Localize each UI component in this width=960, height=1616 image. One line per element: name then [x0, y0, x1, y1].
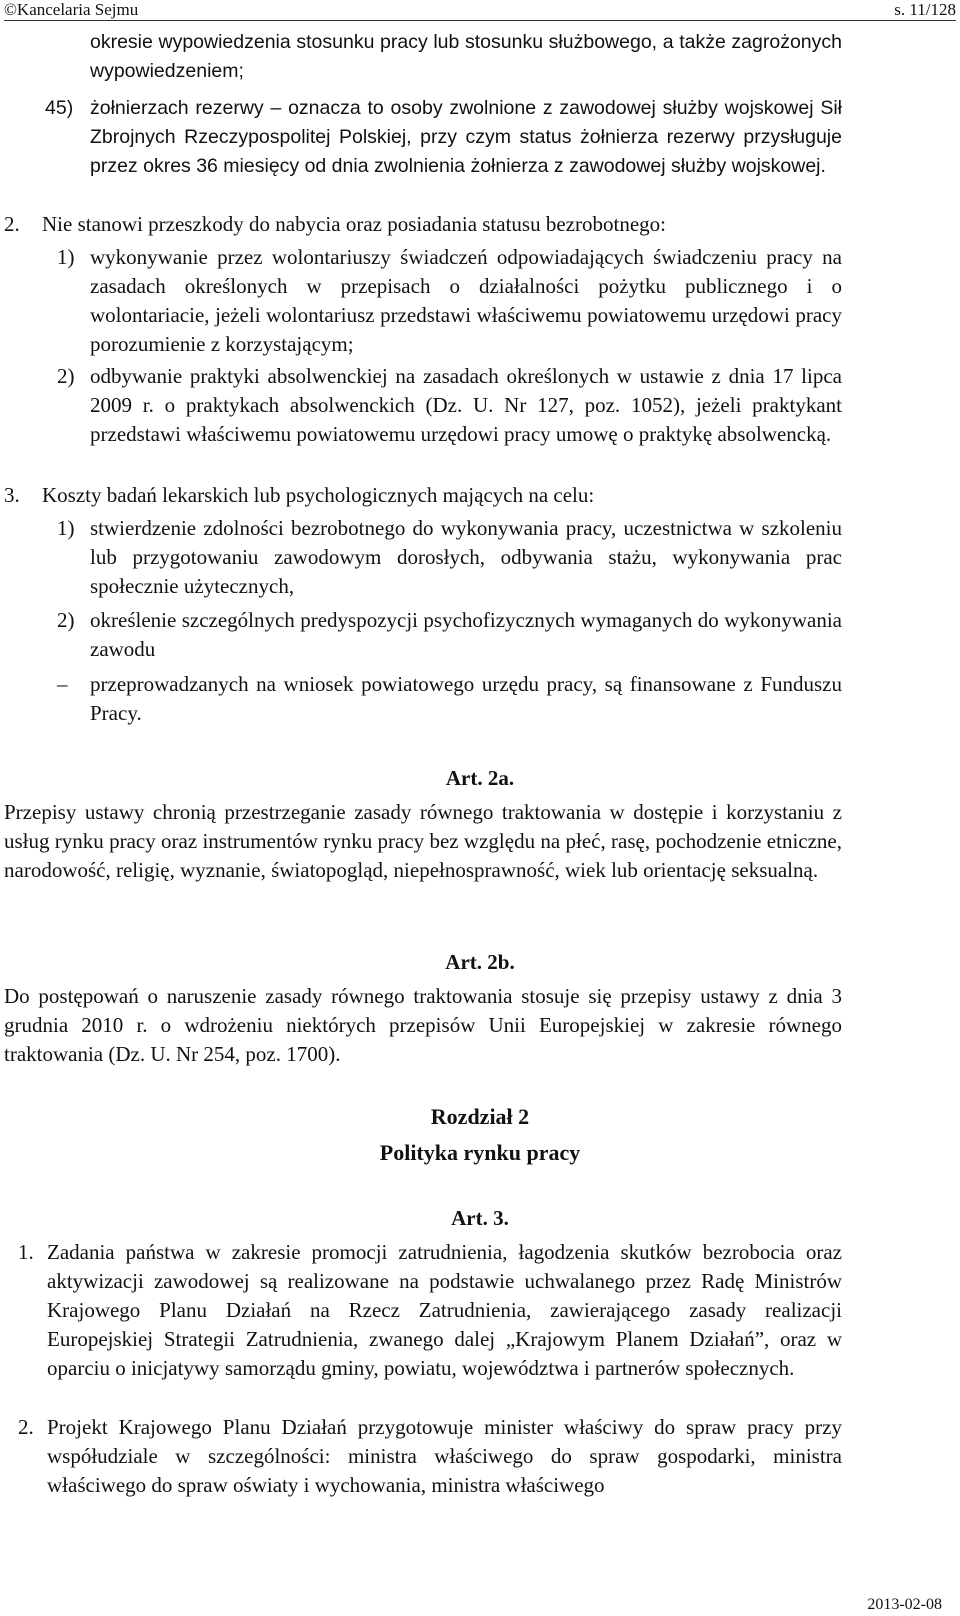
item-45-number: 45) — [45, 97, 74, 119]
art-2a-heading: Art. 2a. — [445, 766, 515, 790]
chapter-number: Rozdział 2 — [430, 1104, 530, 1129]
ust-3-tail-text: przeprowadzanych na wniosek powiatowego urzędu pracy, są finansowane z Funduszu Pracy. — [90, 672, 842, 725]
art-3-ust-1-number: 1. — [18, 1240, 34, 1264]
art-3-ust-1-text: Zadania państwa w zakresie promocji zatrudnienia, łagodzenia skutków bezrobocia oraz aktywizacji zawodowej są realizowane na podstawie uchwalanego przez Radę Ministrów Krajowego Planu Działań na Rzecz Zatrudnienia, zawierającego zasady realizacji Europejskiej Strategii Zatrudnienia, zwanego dalej „Krajowym Planem Działań”, oraz w oparciu o inicjatywy samorządu gminy, powiatu, województwa i partnerów społecznych. — [47, 1240, 842, 1380]
chapter-title: Polityka rynku pracy — [379, 1140, 581, 1165]
ust-2-point-2-number: 2) — [57, 364, 75, 388]
art-2a-text: Przepisy ustawy chronią przestrzeganie zasady równego traktowania w dostępie i korzystaniu z usług rynku pracy oraz instrumentów rynku pracy bez względu na płeć, rasę, pochodzenie etniczne, narodowość, religię, wyznanie, światopogląd, niepełnosprawność, wiek lub orientację seksualną. — [4, 800, 842, 882]
ust-2-point-2-text: odbywanie praktyki absolwenckiej na zasadach określonych w ustawie z dnia 17 lipca 2009 r. o praktykach absolwenckich (Dz. U. Nr 127, poz. 1052), jeżeli praktykant przedstawi właściwemu powiatowemu urzędowi pracy umowę o praktykę absolwencką. — [90, 364, 842, 446]
ust-3-point-2-number: 2) — [57, 608, 75, 632]
header-copyright: ©Kancelaria Sejmu — [4, 0, 139, 19]
ust-3-point-1-text: stwierdzenie zdolności bezrobotnego do wykonywania pracy, uczestnictwa w szkoleniu lub przygotowaniu zawodowym dorosłych, odbywania stażu, wykonywania prac społecznie użytecznych, — [90, 516, 842, 598]
art-3-ust-2-text: Projekt Krajowego Planu Działań przygotowuje minister właściwy do spraw pracy przy współudziale w szczególności: ministra właściwego do spraw gospodarki, ministra właściwego do spraw oświaty i wychowania, ministra właściwego — [47, 1415, 842, 1497]
header-page-number: s. 11/128 — [894, 0, 956, 19]
ust-3-point-2-text: określenie szczególnych predyspozycji psychofizycznych wymaganych do wykonywania zawodu — [90, 608, 842, 661]
art-3-heading: Art. 3. — [451, 1206, 509, 1230]
ust-2-number: 2. — [4, 212, 20, 236]
ust-3-number: 3. — [4, 483, 20, 507]
item-44-continuation: okresie wypowiedzenia stosunku pracy lub stosunku służbowego, a także zagrożonych wypowiedzeniem; — [90, 31, 842, 82]
ust-2-point-1-text: wykonywanie przez wolontariuszy świadczeń odpowiadających świadczeniu pracy na zasadach określonych w przepisach o działalności pożytku publicznego i o wolontariacie, jeżeli wolontariusz przedstawi właściwemu powiatowemu urzędowi pracy porozumienie z korzystającym; — [90, 245, 842, 356]
art-2b-heading: Art. 2b. — [445, 950, 515, 974]
item-45-text: żołnierzach rezerwy – oznacza to osoby zwolnione z zawodowej służby wojskowej Sił Zbrojnych Rzeczypospolitej Polskiej, przy czym status żołnierza rezerwy przysługuje przez okres 36 miesięcy od dnia zwolnienia żołnierza z zawodowej służby wojskowej. — [90, 97, 842, 177]
footer-date: 2013-02-08 — [867, 1596, 942, 1613]
ust-3-text: Koszty badań lekarskich lub psychologicznych mających na celu: — [42, 483, 595, 507]
header-rule — [4, 20, 956, 21]
art-2b-text: Do postępowań o naruszenie zasady równego traktowania stosuje się przepisy ustawy z dnia 3 grudnia 2010 r. o wdrożeniu niektórych przepisów Unii Europejskiej w zakresie równego traktowania (Dz. U. Nr 254, poz. 1700). — [4, 984, 842, 1066]
ust-2-text: Nie stanowi przeszkody do nabycia oraz posiadania statusu bezrobotnego: — [42, 212, 666, 236]
art-3-ust-2-number: 2. — [18, 1415, 34, 1439]
ust-2-point-1-number: 1) — [57, 245, 75, 269]
ust-3-dash: – — [57, 672, 68, 696]
ust-3-point-1-number: 1) — [57, 516, 75, 540]
